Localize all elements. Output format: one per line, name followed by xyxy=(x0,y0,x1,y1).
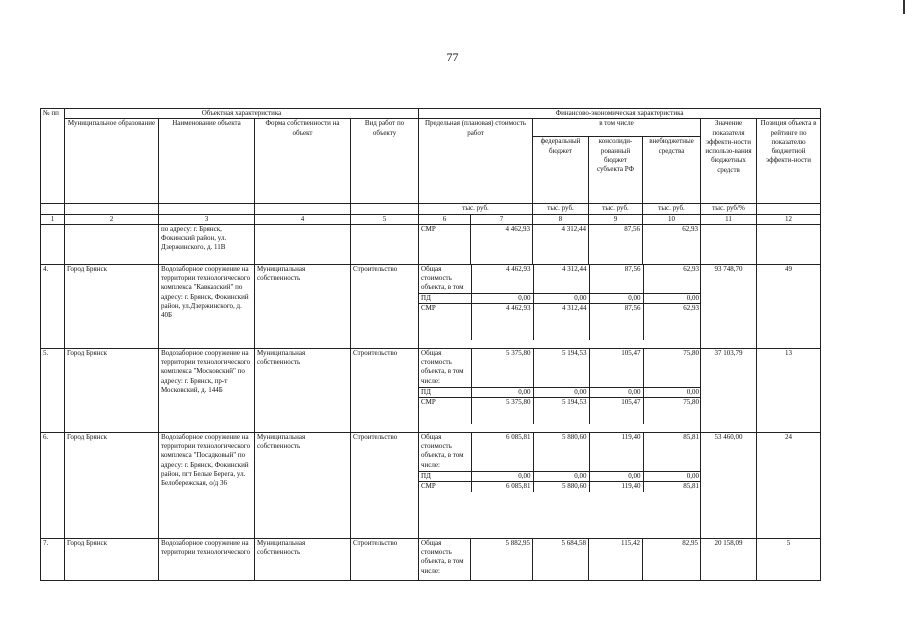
cost-federal: 5 880,60 xyxy=(533,433,589,472)
cost-label: СМР xyxy=(421,304,436,313)
table-row xyxy=(41,348,821,432)
unit-consolidated: тыс. руб. xyxy=(589,204,643,214)
table-row xyxy=(41,264,821,348)
cost-total: 4 462,93 xyxy=(471,265,533,294)
cost-federal: 4 312,44 xyxy=(533,304,589,341)
cost-total: 0,00 xyxy=(471,293,533,303)
cost-federal: 0,00 xyxy=(533,387,589,397)
units-row xyxy=(41,204,821,214)
row-ownership: Муниципальная собственность xyxy=(255,264,351,348)
cost-offbudget: 0,00 xyxy=(643,471,701,481)
header-municipality: Муниципальное образование xyxy=(65,119,159,204)
carry-name: по адресу: г. Брянск, Фокинский район, ул. Дзержинского, д. 11В xyxy=(159,224,255,264)
cost-consolidated: 119,40 xyxy=(589,482,643,493)
row-indicator: 20 158,09 xyxy=(701,538,757,580)
row-ownership: Муниципальная собственность xyxy=(255,432,351,538)
col-number: 8 xyxy=(533,214,589,224)
header-federal: федеральный бюджет xyxy=(533,137,589,204)
table-row xyxy=(41,538,821,580)
col-number: 7 xyxy=(471,214,533,224)
cost-label: ПД xyxy=(419,293,471,303)
column-numbers-row xyxy=(41,214,821,224)
row-municipality: Город Брянск xyxy=(65,432,159,538)
cost-total: 5 375,80 xyxy=(471,398,533,425)
row-municipality: Город Брянск xyxy=(65,538,159,580)
cost-offbudget: 85,81 xyxy=(643,482,701,493)
cost-consolidated: 105,47 xyxy=(589,349,643,388)
unit-federal: тыс. руб. xyxy=(533,204,589,214)
carry-label: СМР xyxy=(419,224,471,264)
unit-offbudget: тыс. руб. xyxy=(643,204,701,214)
col-number: 6 xyxy=(419,214,471,224)
row-work-type: Строительство xyxy=(351,432,419,538)
cost-offbudget: 75,80 xyxy=(643,349,701,388)
header-work-type: Вид работ по объекту xyxy=(351,119,419,204)
cost-consolidated: 0,00 xyxy=(589,471,643,481)
carry-federal: 4 312,44 xyxy=(533,224,589,264)
row-object-name: Водозаборное сооружение на территории технологического xyxy=(159,538,255,580)
cost-offbudget: 0,00 xyxy=(643,387,701,397)
cost-consolidated: 0,00 xyxy=(589,293,643,303)
cost-offbudget: 75,80 xyxy=(643,398,701,425)
row-rank: 49 xyxy=(757,264,821,348)
col-number: 1 xyxy=(41,214,65,224)
page-number: 77 xyxy=(446,50,459,64)
row-indicator: 53 460,00 xyxy=(701,432,757,538)
row-object-name: Водозаборное сооружение на территории технологического комплекса "Кавказский" по адресу: г. Брянск, Фокинский район, ул.Дзержинского, д. 40Б xyxy=(159,264,255,348)
table-row xyxy=(41,432,821,538)
row-ownership: Муниципальная собственность xyxy=(255,538,351,580)
cost-offbudget: 0,00 xyxy=(643,293,701,303)
cost-federal: 0,00 xyxy=(533,471,589,481)
cost-federal: 5 684,58 xyxy=(533,538,589,580)
row-object-name: Водозаборное сооружение на территории технологического комплекса "Посадковый" по адресу: г. Брянск, Фокинский район, пгт Белые Берега, ул. Белобережская, о/д 36 xyxy=(159,432,255,538)
header-indicator: Значение показателя эффекти-ности использо-вания бюджетных средств xyxy=(701,119,757,204)
row-rank: 24 xyxy=(757,432,821,538)
row-costs xyxy=(419,264,701,348)
unit-indicator: тыс. руб/% xyxy=(701,204,757,214)
row-indicator: 93 748,70 xyxy=(701,264,757,348)
header-offbudget: внебюджетные средства xyxy=(643,137,701,204)
col-number: 10 xyxy=(643,214,701,224)
cost-label: Общая стоимость объекта, в том xyxy=(419,265,471,294)
header-consolidated: консолиди-рованный бюджет субъекта РФ xyxy=(589,137,643,204)
cost-label: СМР xyxy=(421,398,436,407)
cost-offbudget: 82,95 xyxy=(643,538,701,580)
header-num: № пп xyxy=(41,109,65,204)
cost-total: 0,00 xyxy=(471,387,533,397)
header-fin-char: Финансово-экономическая характеристика xyxy=(419,109,821,119)
row-work-type: Строительство xyxy=(351,348,419,432)
header-limit-cost: Предельная (плановая) стоимость работ xyxy=(419,119,533,204)
row-num: 5. xyxy=(41,348,65,432)
row-costs xyxy=(419,348,701,432)
col-number: 12 xyxy=(757,214,821,224)
row-municipality: Город Брянск xyxy=(65,264,159,348)
row-ownership: Муниципальная собственность xyxy=(255,348,351,432)
row-costs xyxy=(419,432,701,538)
cost-total: 6 085,81 xyxy=(471,482,533,493)
row-work-type: Строительство xyxy=(351,538,419,580)
cost-total: 5 375,80 xyxy=(471,349,533,388)
cost-consolidated: 0,00 xyxy=(589,387,643,397)
cost-consolidated: 105,47 xyxy=(589,398,643,425)
cost-offbudget: 62,93 xyxy=(643,265,701,294)
cost-total: 4 462,93 xyxy=(471,304,533,341)
col-number: 3 xyxy=(159,214,255,224)
row-rank: 5 xyxy=(757,538,821,580)
cost-label: Общая стоимость объекта, в том числе: xyxy=(419,349,471,388)
header-row-2 xyxy=(41,119,821,137)
cost-offbudget: 62,93 xyxy=(643,304,701,341)
header-ownership: Форма собственности на объект xyxy=(255,119,351,204)
cost-federal: 5 194,53 xyxy=(533,398,589,425)
cost-label: Общая стоимость объекта, в том числе: xyxy=(419,433,471,472)
header-including: в том числе xyxy=(533,119,701,137)
header-object-char: Объектная характеристика xyxy=(65,109,419,119)
row-work-type: Строительство xyxy=(351,264,419,348)
row-object-name: Водозаборное сооружение на территории технологического комплекса "Московский" по адресу: г. Брянск, пр-т Московский, д. 144Б xyxy=(159,348,255,432)
carry-consolidated: 87,56 xyxy=(589,224,643,264)
col-number: 5 xyxy=(351,214,419,224)
unit-limit: тыс. руб. xyxy=(419,204,533,214)
cost-label: ПД xyxy=(419,471,471,481)
budget-efficiency-table xyxy=(40,108,821,581)
header-position: Позиция объекта в рейтинге по показателю бюджетной эффекти-ности xyxy=(757,119,821,204)
cost-label: ПД xyxy=(419,387,471,397)
row-municipality: Город Брянск xyxy=(65,348,159,432)
col-number: 9 xyxy=(589,214,643,224)
carry-total: 4 462,93 xyxy=(471,224,533,264)
cost-consolidated: 119,40 xyxy=(589,433,643,472)
cost-total: 5 882,95 xyxy=(471,538,533,580)
cost-consolidated: 115,42 xyxy=(589,538,643,580)
carry-offbudget: 62,93 xyxy=(643,224,701,264)
cost-offbudget: 85,81 xyxy=(643,433,701,472)
col-number: 11 xyxy=(701,214,757,224)
row-rank: 13 xyxy=(757,348,821,432)
col-number: 4 xyxy=(255,214,351,224)
row-num: 7. xyxy=(41,538,65,580)
cost-consolidated: 87,56 xyxy=(589,265,643,294)
row-num: 4. xyxy=(41,264,65,348)
cost-label: СМР xyxy=(421,482,436,491)
cost-consolidated: 87,56 xyxy=(589,304,643,341)
header-object-name: Наименование объекта xyxy=(159,119,255,204)
cost-label: Общая стоимость объекта, в том числе: xyxy=(419,538,471,580)
row-num: 6. xyxy=(41,432,65,538)
carry-row xyxy=(41,224,821,264)
col-number: 2 xyxy=(65,214,159,224)
cost-total: 6 085,81 xyxy=(471,433,533,472)
cost-total: 0,00 xyxy=(471,471,533,481)
row-indicator: 37 103,79 xyxy=(701,348,757,432)
cost-federal: 5 194,53 xyxy=(533,349,589,388)
header-row-1 xyxy=(41,109,821,119)
cost-federal: 0,00 xyxy=(533,293,589,303)
cost-federal: 5 880,60 xyxy=(533,482,589,493)
cost-federal: 4 312,44 xyxy=(533,265,589,294)
